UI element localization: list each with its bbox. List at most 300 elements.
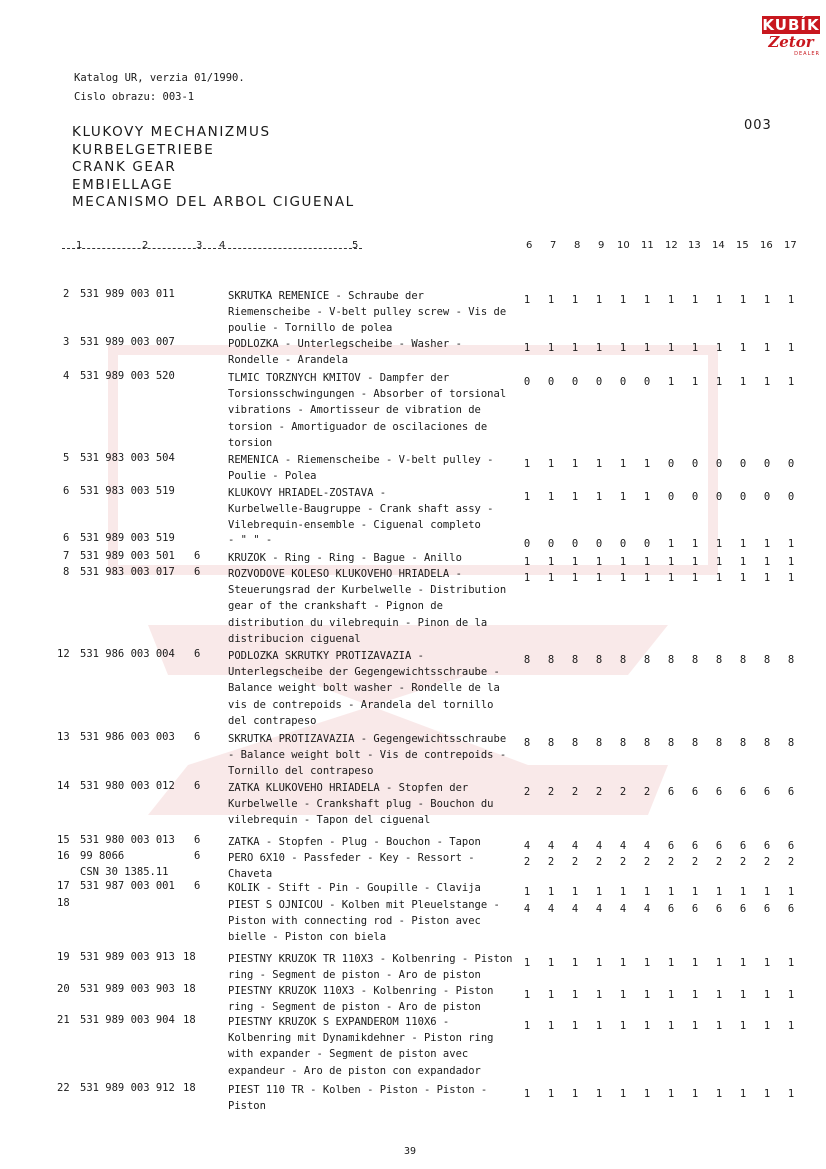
col-head-7: 7 (550, 240, 557, 251)
page-code: 003 (744, 118, 772, 133)
quantity-cell: 6 (667, 786, 675, 798)
reference-position: 18 (183, 1014, 196, 1026)
quantity-cell: 1 (787, 294, 795, 306)
quantity-cell: 1 (739, 342, 747, 354)
quantity-cell: 1 (667, 556, 675, 568)
description-line: PIESTNY KRUZOK TR 110X3 - Kolbenring - Piston (228, 953, 513, 965)
quantity-cell: 0 (667, 458, 675, 470)
col-head-1: 1 (76, 240, 83, 251)
part-number: 531 983 003 017 (80, 566, 175, 578)
quantity-cell: 6 (715, 840, 723, 852)
quantity-cell: 0 (523, 538, 531, 550)
description-line: Kurbelwelle-Baugruppe - Crank shaft assy - (228, 503, 494, 516)
quantity-cell: 1 (619, 458, 627, 470)
quantity-cell: 2 (523, 786, 531, 798)
quantity-cell: 1 (691, 572, 699, 584)
quantity-cell: 1 (739, 572, 747, 584)
quantity-cell: 6 (691, 786, 699, 798)
title-es: MECANISMO DEL ARBOL CIGUENAL (72, 194, 355, 210)
col-head-11: 11 (641, 240, 654, 251)
quantity-cell: 1 (643, 1020, 651, 1032)
quantity-cell: 1 (739, 1088, 747, 1100)
description-line: ZATKA KLUKOVEHO HRIADELA - Stopfen der (228, 782, 469, 794)
position-number: 22 (57, 1082, 70, 1094)
quantity-cell: 1 (763, 886, 771, 898)
quantity-cell: 8 (595, 654, 603, 666)
quantity-cell: 8 (523, 654, 531, 666)
quantity-cell: 1 (787, 376, 795, 388)
quantity-cell: 1 (547, 1020, 555, 1032)
quantity-cell: 4 (547, 840, 555, 852)
quantity-cell: 1 (763, 376, 771, 388)
description-line: ring - Segment de piston - Aro de piston (228, 969, 481, 982)
quantity-cell: 2 (643, 786, 651, 798)
quantity-cell: 1 (595, 957, 603, 969)
quantity-cell: 2 (523, 856, 531, 868)
quantity-cell: 2 (571, 856, 579, 868)
quantity-cell: 1 (667, 294, 675, 306)
quantity-cell: 1 (595, 572, 603, 584)
quantity-cell: 1 (691, 886, 699, 898)
quantity-cell: 1 (715, 376, 723, 388)
quantity-cell: 1 (763, 1088, 771, 1100)
part-number: 531 980 003 013 (80, 834, 175, 846)
quantity-cell: 4 (523, 903, 531, 915)
col-head-10: 10 (617, 240, 630, 251)
position-number: 7 (63, 550, 70, 562)
quantity-cell: 1 (715, 342, 723, 354)
quantity-cell: 1 (763, 957, 771, 969)
quantity-cell: 1 (643, 294, 651, 306)
quantity-cell: 0 (547, 376, 555, 388)
description-line: - " " - (228, 534, 273, 546)
quantity-cell: 1 (787, 556, 795, 568)
quantity-cell: 2 (763, 856, 771, 868)
quantity-cell: 0 (739, 458, 747, 470)
title-fr: EMBIELLAGE (72, 176, 174, 193)
quantity-cell: 1 (619, 572, 627, 584)
quantity-cell: 0 (643, 538, 651, 550)
reference-position: 18 (183, 951, 196, 963)
quantity-cell: 1 (571, 556, 579, 568)
quantity-cell: 1 (739, 556, 747, 568)
quantity-cell: 0 (571, 376, 579, 388)
quantity-cell: 1 (571, 458, 579, 470)
part-number: 531 989 003 913 (80, 951, 175, 963)
quantity-cell: 1 (571, 491, 579, 503)
description-line: with expander - Segment de piston avec (228, 1048, 469, 1061)
section-titles (72, 124, 355, 212)
quantity-cell: 1 (691, 989, 699, 1001)
quantity-cell: 4 (619, 840, 627, 852)
quantity-cell: 1 (547, 1088, 555, 1100)
description-line: PIEST 110 TR - Kolben - Piston - Piston - (228, 1084, 488, 1096)
description-line: KRUZOK - Ring - Ring - Bague - Anillo (228, 552, 462, 564)
quantity-cell: 1 (547, 886, 555, 898)
title-en: CRANK GEAR (72, 159, 177, 175)
quantity-cell: 1 (523, 989, 531, 1001)
quantity-cell: 1 (787, 538, 795, 550)
description-line: Riemenscheibe - V-belt pulley screw - Vis de (228, 306, 507, 319)
quantity-cell: 1 (643, 989, 651, 1001)
quantity-cell: 1 (547, 491, 555, 503)
quantity-cell: 0 (787, 458, 795, 470)
quantity-cell: 2 (643, 856, 651, 868)
quantity-cell: 0 (643, 376, 651, 388)
quantity-cell: 8 (595, 737, 603, 749)
quantity-cell: 1 (739, 376, 747, 388)
quantity-cell: 0 (619, 538, 627, 550)
quantity-cell: 1 (667, 1020, 675, 1032)
quantity-cell: 1 (547, 342, 555, 354)
reference-position: 18 (183, 1082, 196, 1094)
quantity-cell: 1 (787, 957, 795, 969)
quantity-cell: 1 (643, 491, 651, 503)
quantity-cell: 1 (787, 989, 795, 1001)
quantity-cell: 6 (787, 786, 795, 798)
quantity-cell: 1 (787, 1020, 795, 1032)
page-number: 39 (404, 1146, 417, 1157)
quantity-cell: 1 (595, 342, 603, 354)
quantity-cell: 1 (523, 294, 531, 306)
description-line: SKRUTKA REMENICE - Schraube der (228, 290, 424, 302)
description-line: ring - Segment de piston - Aro de piston (228, 1001, 481, 1014)
quantity-cell: 8 (547, 654, 555, 666)
quantity-cell: 6 (691, 903, 699, 915)
quantity-cell: 1 (667, 538, 675, 550)
quantity-cell: 6 (667, 840, 675, 852)
reference-position: 6 (194, 880, 201, 892)
quantity-cell: 1 (571, 342, 579, 354)
description-line: distribution du vilebrequin - Pinon de la (228, 616, 488, 629)
quantity-cell: 1 (691, 957, 699, 969)
quantity-cell: 4 (571, 903, 579, 915)
description-line: Rondelle - Arandela (228, 354, 349, 367)
quantity-cell: 8 (691, 654, 699, 666)
position-number: 16 (57, 850, 70, 862)
reference-position: 6 (194, 850, 201, 862)
description-line: bielle - Piston con biela (228, 931, 387, 944)
quantity-cell: 1 (715, 886, 723, 898)
position-number: 20 (57, 983, 70, 995)
position-number: 8 (63, 566, 70, 578)
description-line: Poulie - Polea (228, 470, 317, 483)
quantity-cell: 1 (595, 458, 603, 470)
quantity-cell: 0 (523, 376, 531, 388)
quantity-cell: 2 (691, 856, 699, 868)
description-line: PODLOZKA - Unterlegscheibe - Washer - (228, 338, 462, 350)
quantity-cell: 2 (547, 786, 555, 798)
quantity-cell: 1 (667, 886, 675, 898)
description-line: PERO 6X10 - Passfeder - Key - Ressort - (228, 852, 475, 864)
description-line: TLMIC TORZNYCH KMITOV - Dampfer der (228, 372, 450, 384)
quantity-cell: 8 (523, 737, 531, 749)
quantity-cell: 2 (595, 786, 603, 798)
quantity-cell: 1 (523, 1088, 531, 1100)
quantity-cell: 0 (595, 376, 603, 388)
description-line: distribucion ciguenal (228, 632, 361, 645)
quantity-cell: 1 (715, 989, 723, 1001)
quantity-cell: 6 (763, 903, 771, 915)
quantity-cell: 1 (643, 957, 651, 969)
brand-top: KUBÍK (762, 16, 820, 34)
position-number: 17 (57, 880, 70, 892)
brand-bottom: DEALER (794, 51, 820, 57)
quantity-cell: 1 (523, 491, 531, 503)
quantity-cell: 1 (643, 886, 651, 898)
quantity-cell: 1 (691, 376, 699, 388)
quantity-cell: 1 (619, 342, 627, 354)
quantity-cell: 1 (667, 1088, 675, 1100)
description-line: Chaveta (228, 868, 273, 881)
brand-logo (762, 16, 820, 62)
quantity-cell: 1 (715, 572, 723, 584)
quantity-cell: 4 (523, 840, 531, 852)
description-line: Piston (228, 1100, 266, 1113)
description-line: vibrations - Amortisseur de vibration de (228, 404, 481, 417)
part-number: 531 989 003 011 (80, 288, 175, 300)
quantity-cell: 8 (739, 654, 747, 666)
col-head-3: 3 (196, 240, 203, 251)
position-number: 14 (57, 780, 70, 792)
quantity-cell: 2 (715, 856, 723, 868)
quantity-cell: 1 (667, 957, 675, 969)
quantity-cell: 1 (643, 556, 651, 568)
quantity-cell: 6 (691, 840, 699, 852)
description-line: Tornillo del contrapeso (228, 765, 374, 778)
quantity-cell: 1 (787, 572, 795, 584)
quantity-cell: 1 (523, 957, 531, 969)
position-number: 5 (63, 452, 70, 464)
quantity-cell: 1 (715, 556, 723, 568)
quantity-cell: 0 (715, 458, 723, 470)
col-head-5: 5 (352, 240, 359, 251)
position-number: 6 (63, 532, 70, 544)
quantity-cell: 1 (715, 957, 723, 969)
quantity-cell: 8 (739, 737, 747, 749)
position-number: 15 (57, 834, 70, 846)
quantity-cell: 1 (547, 957, 555, 969)
part-number: 531 989 003 904 (80, 1014, 175, 1026)
quantity-cell: 1 (643, 572, 651, 584)
reference-position: 6 (194, 780, 201, 792)
quantity-cell: 1 (715, 1088, 723, 1100)
position-number: 4 (63, 370, 70, 382)
quantity-cell: 1 (739, 538, 747, 550)
quantity-cell: 6 (715, 786, 723, 798)
quantity-cell: 1 (691, 342, 699, 354)
quantity-cell: 1 (691, 538, 699, 550)
quantity-cell: 1 (571, 886, 579, 898)
reference-position: 6 (194, 834, 201, 846)
quantity-cell: 1 (667, 342, 675, 354)
part-number: 531 989 003 007 (80, 336, 175, 348)
quantity-cell: 4 (595, 840, 603, 852)
quantity-cell: 8 (763, 737, 771, 749)
quantity-cell: 1 (763, 572, 771, 584)
part-number: 531 989 003 520 (80, 370, 175, 382)
quantity-cell: 2 (547, 856, 555, 868)
position-number: 19 (57, 951, 70, 963)
quantity-cell: 6 (787, 903, 795, 915)
part-number: 99 8066 (80, 850, 125, 862)
position-number: 13 (57, 731, 70, 743)
quantity-cell: 6 (667, 903, 675, 915)
quantity-cell: 1 (667, 989, 675, 1001)
col-head-2: 2 (142, 240, 149, 251)
quantity-cell: 1 (523, 342, 531, 354)
quantity-cell: 1 (619, 556, 627, 568)
quantity-cell: 2 (619, 786, 627, 798)
col-head-14: 14 (712, 240, 725, 251)
position-number: 18 (57, 897, 70, 909)
quantity-cell: 1 (595, 294, 603, 306)
quantity-cell: 6 (763, 786, 771, 798)
quantity-cell: 8 (787, 654, 795, 666)
brand-mid: Zetor (768, 33, 814, 51)
quantity-cell: 1 (715, 1020, 723, 1032)
quantity-cell: 0 (691, 458, 699, 470)
description-line: KLUKOVY HRIADEL-ZOSTAVA - (228, 487, 387, 499)
header-dash (62, 248, 362, 249)
quantity-cell: 0 (571, 538, 579, 550)
quantity-cell: 8 (691, 737, 699, 749)
quantity-cell: 6 (787, 840, 795, 852)
description-line: Vilebrequin-ensemble - Ciguenal completo (228, 519, 481, 532)
quantity-cell: 1 (523, 556, 531, 568)
part-number: 531 987 003 001 (80, 880, 175, 892)
reference-position: 6 (194, 566, 201, 578)
quantity-cell: 1 (667, 572, 675, 584)
quantity-cell: 0 (763, 491, 771, 503)
quantity-cell: 1 (547, 294, 555, 306)
quantity-cell: 1 (715, 294, 723, 306)
quantity-cell: 0 (691, 491, 699, 503)
quantity-cell: 1 (523, 886, 531, 898)
position-number: 12 (57, 648, 70, 660)
description-line: Unterlegscheibe der Gegengewichtsschraube - (228, 666, 500, 679)
part-number: 531 983 003 504 (80, 452, 175, 464)
quantity-cell: 8 (667, 737, 675, 749)
part-number: 531 986 003 003 (80, 731, 175, 743)
quantity-cell: 8 (571, 737, 579, 749)
part-number: 531 989 003 519 (80, 532, 175, 544)
figure-line: Cislo obrazu: 003-1 (74, 91, 195, 103)
quantity-cell: 1 (739, 957, 747, 969)
description-line: poulie - Tornillo de polea (228, 322, 393, 335)
part-number: 531 989 003 501 (80, 550, 175, 562)
quantity-cell: 1 (547, 989, 555, 1001)
quantity-cell: 1 (763, 1020, 771, 1032)
col-head-13: 13 (688, 240, 701, 251)
position-number: 21 (57, 1014, 70, 1026)
quantity-cell: 1 (595, 1088, 603, 1100)
quantity-cell: 8 (715, 654, 723, 666)
quantity-cell: 1 (763, 989, 771, 1001)
description-line: Kolbenring mit Dynamikdehner - Piston ring (228, 1032, 494, 1045)
part-number: 531 989 003 903 (80, 983, 175, 995)
catalog-line: Katalog UR, verzia 01/1990. (74, 72, 245, 84)
quantity-cell: 4 (619, 903, 627, 915)
reference-position: 6 (194, 731, 201, 743)
part-number: 531 983 003 519 (80, 485, 175, 497)
quantity-cell: 1 (595, 989, 603, 1001)
quantity-cell: 8 (619, 737, 627, 749)
col-head-15: 15 (736, 240, 749, 251)
quantity-cell: 8 (643, 654, 651, 666)
quantity-cell: 1 (691, 294, 699, 306)
quantity-cell: 1 (643, 1088, 651, 1100)
quantity-cell: 2 (787, 856, 795, 868)
description-line: PIEST S OJNICOU - Kolben mit Pleuelstange - (228, 899, 500, 911)
reference-position: 18 (183, 983, 196, 995)
quantity-cell: 4 (571, 840, 579, 852)
quantity-cell: 1 (571, 989, 579, 1001)
description-line: del contrapeso (228, 714, 317, 727)
quantity-cell: 1 (547, 556, 555, 568)
description-line: vilebrequin - Tapon del ciguenal (228, 814, 431, 827)
description-line: PIESTNY KRUZOK 110X3 - Kolbenring - Piston (228, 985, 494, 997)
quantity-cell: 0 (763, 458, 771, 470)
quantity-cell: 8 (787, 737, 795, 749)
quantity-cell: 0 (739, 491, 747, 503)
description-line: KOLIK - Stift - Pin - Goupille - Clavija (228, 882, 481, 894)
quantity-cell: 1 (619, 491, 627, 503)
description-line: Kurbelwelle - Crankshaft plug - Bouchon du (228, 798, 494, 811)
quantity-cell: 8 (547, 737, 555, 749)
description-line: torsion - Amortiguador de oscilaciones de (228, 420, 488, 433)
quantity-cell: 1 (595, 1020, 603, 1032)
quantity-cell: 0 (715, 491, 723, 503)
quantity-cell: 1 (691, 1088, 699, 1100)
description-line: - Balance weight bolt - Vis de contrepoids - (228, 749, 507, 762)
quantity-cell: 1 (787, 342, 795, 354)
quantity-cell: 1 (787, 1088, 795, 1100)
quantity-cell: 1 (739, 886, 747, 898)
description-line: gear of the crankshaft - Pignon de (228, 600, 443, 613)
quantity-cell: 1 (667, 376, 675, 388)
part-number: 531 986 003 004 (80, 648, 175, 660)
quantity-cell: 1 (715, 538, 723, 550)
description-line: Torsionsschwingungen - Absorber of torsional (228, 388, 507, 401)
quantity-cell: 1 (619, 1020, 627, 1032)
quantity-cell: 1 (787, 886, 795, 898)
quantity-cell: 0 (787, 491, 795, 503)
description-line: REMENICA - Riemenscheibe - V-belt pulley - (228, 454, 494, 466)
title-de: KURBELGETRIEBE (72, 141, 215, 158)
quantity-cell: 1 (691, 1020, 699, 1032)
quantity-cell: 1 (595, 886, 603, 898)
description-line: torsion (228, 436, 273, 449)
quantity-cell: 2 (619, 856, 627, 868)
quantity-cell: 1 (523, 572, 531, 584)
quantity-cell: 0 (595, 538, 603, 550)
quantity-cell: 4 (595, 903, 603, 915)
quantity-cell: 1 (619, 1088, 627, 1100)
position-number: 3 (63, 336, 70, 348)
description-line: expandeur - Aro de piston con expandador (228, 1064, 481, 1077)
quantity-cell: 1 (763, 294, 771, 306)
quantity-cell: 1 (571, 1088, 579, 1100)
quantity-cell: 1 (763, 342, 771, 354)
quantity-cell: 1 (619, 886, 627, 898)
quantity-cell: 8 (643, 737, 651, 749)
quantity-cell: 0 (667, 491, 675, 503)
quantity-cell: 1 (571, 294, 579, 306)
quantity-cell: 1 (643, 458, 651, 470)
col-head-9: 9 (598, 240, 605, 251)
quantity-cell: 0 (547, 538, 555, 550)
